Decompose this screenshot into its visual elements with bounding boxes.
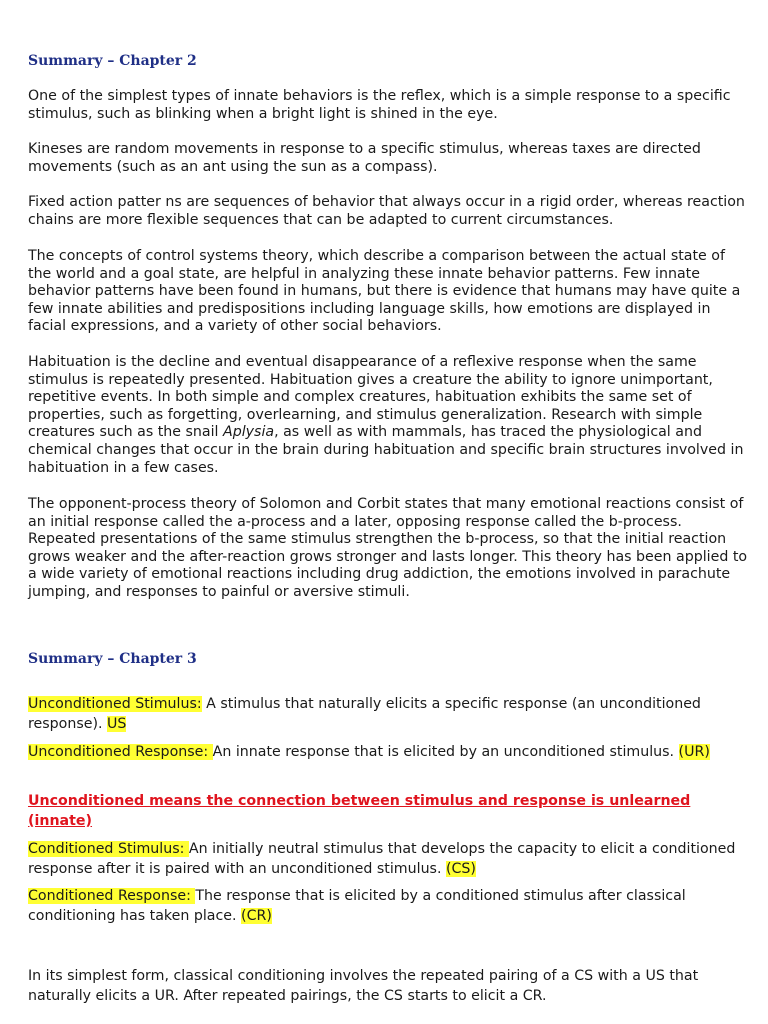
definition-conditioned-response xyxy=(28,887,748,926)
definition-text: An innate response that is elicited by an unconditioned stimulus. xyxy=(212,744,679,760)
unconditioned-note: Unconditioned means the connection between stimulus and response is unlearned (innate) xyxy=(28,793,691,829)
chapter2-heading: Summary – Chapter 2 xyxy=(28,53,197,69)
abbr-cr: (CR) xyxy=(241,907,272,924)
chapter2-paragraph-habituation xyxy=(28,354,748,477)
definition-unconditioned-stimulus xyxy=(28,695,748,734)
aplysia-italic: Aplysia xyxy=(223,424,275,441)
definition-text: A stimulus that naturally elicits a specific response (an unconditioned response). xyxy=(28,696,701,732)
chapter2-paragraph-reflex: One of the simplest types of innate behaviors is the reflex, which is a simple response to a specific stimulus, such as blinking when a bright light is shined in the eye. xyxy=(28,88,731,122)
chapter3-heading: Summary – Chapter 3 xyxy=(28,651,197,667)
term-unconditioned-response: Unconditioned Response: xyxy=(28,744,213,760)
abbr-us: US xyxy=(107,715,127,732)
habituation-text-end: , as well as with mammals, has traced the physiological and chemical changes that occur in the brain during habituation and specific brain structures involved in habituation in a few cases. xyxy=(28,424,744,476)
chapter2-paragraph-control-systems: The concepts of control systems theory, which describe a comparison between the actual state of the world and a goal state, are helpful in analyzing these innate behavior patterns. Few innate behavior patterns have been found in humans, but there is evidence that humans may have quite a few innate abilities and predispositions including language skills, how emotions are displayed in facial expressions, and a variety of other social behaviors. xyxy=(28,248,741,335)
chapter2-paragraph-kineses: Kineses are random movements in response to a specific stimulus, whereas taxes are directed movements (such as an ant using the sun as a compass). xyxy=(28,141,701,175)
definition-conditioned-stimulus xyxy=(28,840,748,879)
term-unconditioned-stimulus: Unconditioned Stimulus: xyxy=(28,696,202,712)
definition-text: An initially neutral stimulus that develops the capacity to elicit a conditioned response after it is paired with an unconditioned stimulus. xyxy=(28,841,736,877)
definition-unconditioned-response xyxy=(28,743,748,763)
abbr-cs: (CS) xyxy=(445,860,476,877)
definition-text: The response that is elicited by a conditioned stimulus after classical conditioning has taken place. xyxy=(28,888,686,924)
chapter2-paragraph-fixed-action: Fixed action patter ns are sequences of behavior that always occur in a rigid order, whereas reaction chains are more flexible sequences that can be adapted to current circumstances. xyxy=(28,194,745,228)
habituation-text-start: Habituation is the decline and eventual disappearance of a reflexive response when the same stimulus is repeatedly presented. Habituation gives a creature the ability to ignore unimportant, repetitive events. In both simple and complex creatures, habituation exhibits the same set of properties, such as forgetting, overlearning, and stimulus generalization. Research with simple creatures such as the snail xyxy=(28,354,713,441)
term-conditioned-stimulus: Conditioned Stimulus: xyxy=(28,841,189,857)
chapter2-paragraph-opponent-process: The opponent-process theory of Solomon and Corbit states that many emotional reactions consist of an initial response called the a-process and a later, opposing response called the b-process. Repeated presentations of the same stimulus strengthen the b-process, so that the initial reaction grows weaker and the after-reaction grows stronger and lasts longer. This theory has been applied to a wide variety of emotional reactions including drug addiction, the emotions involved in parachute jumping, and responses to painful or aversive stimuli. xyxy=(28,496,748,600)
chapter3-paragraph-closing: In its simplest form, classical conditioning involves the repeated pairing of a CS with a US that naturally elicits a UR. After repeated pairings, the CS starts to elicit a CR. xyxy=(28,968,699,1004)
term-conditioned-response: Conditioned Response: xyxy=(28,888,196,904)
abbr-ur: (UR) xyxy=(678,744,710,760)
